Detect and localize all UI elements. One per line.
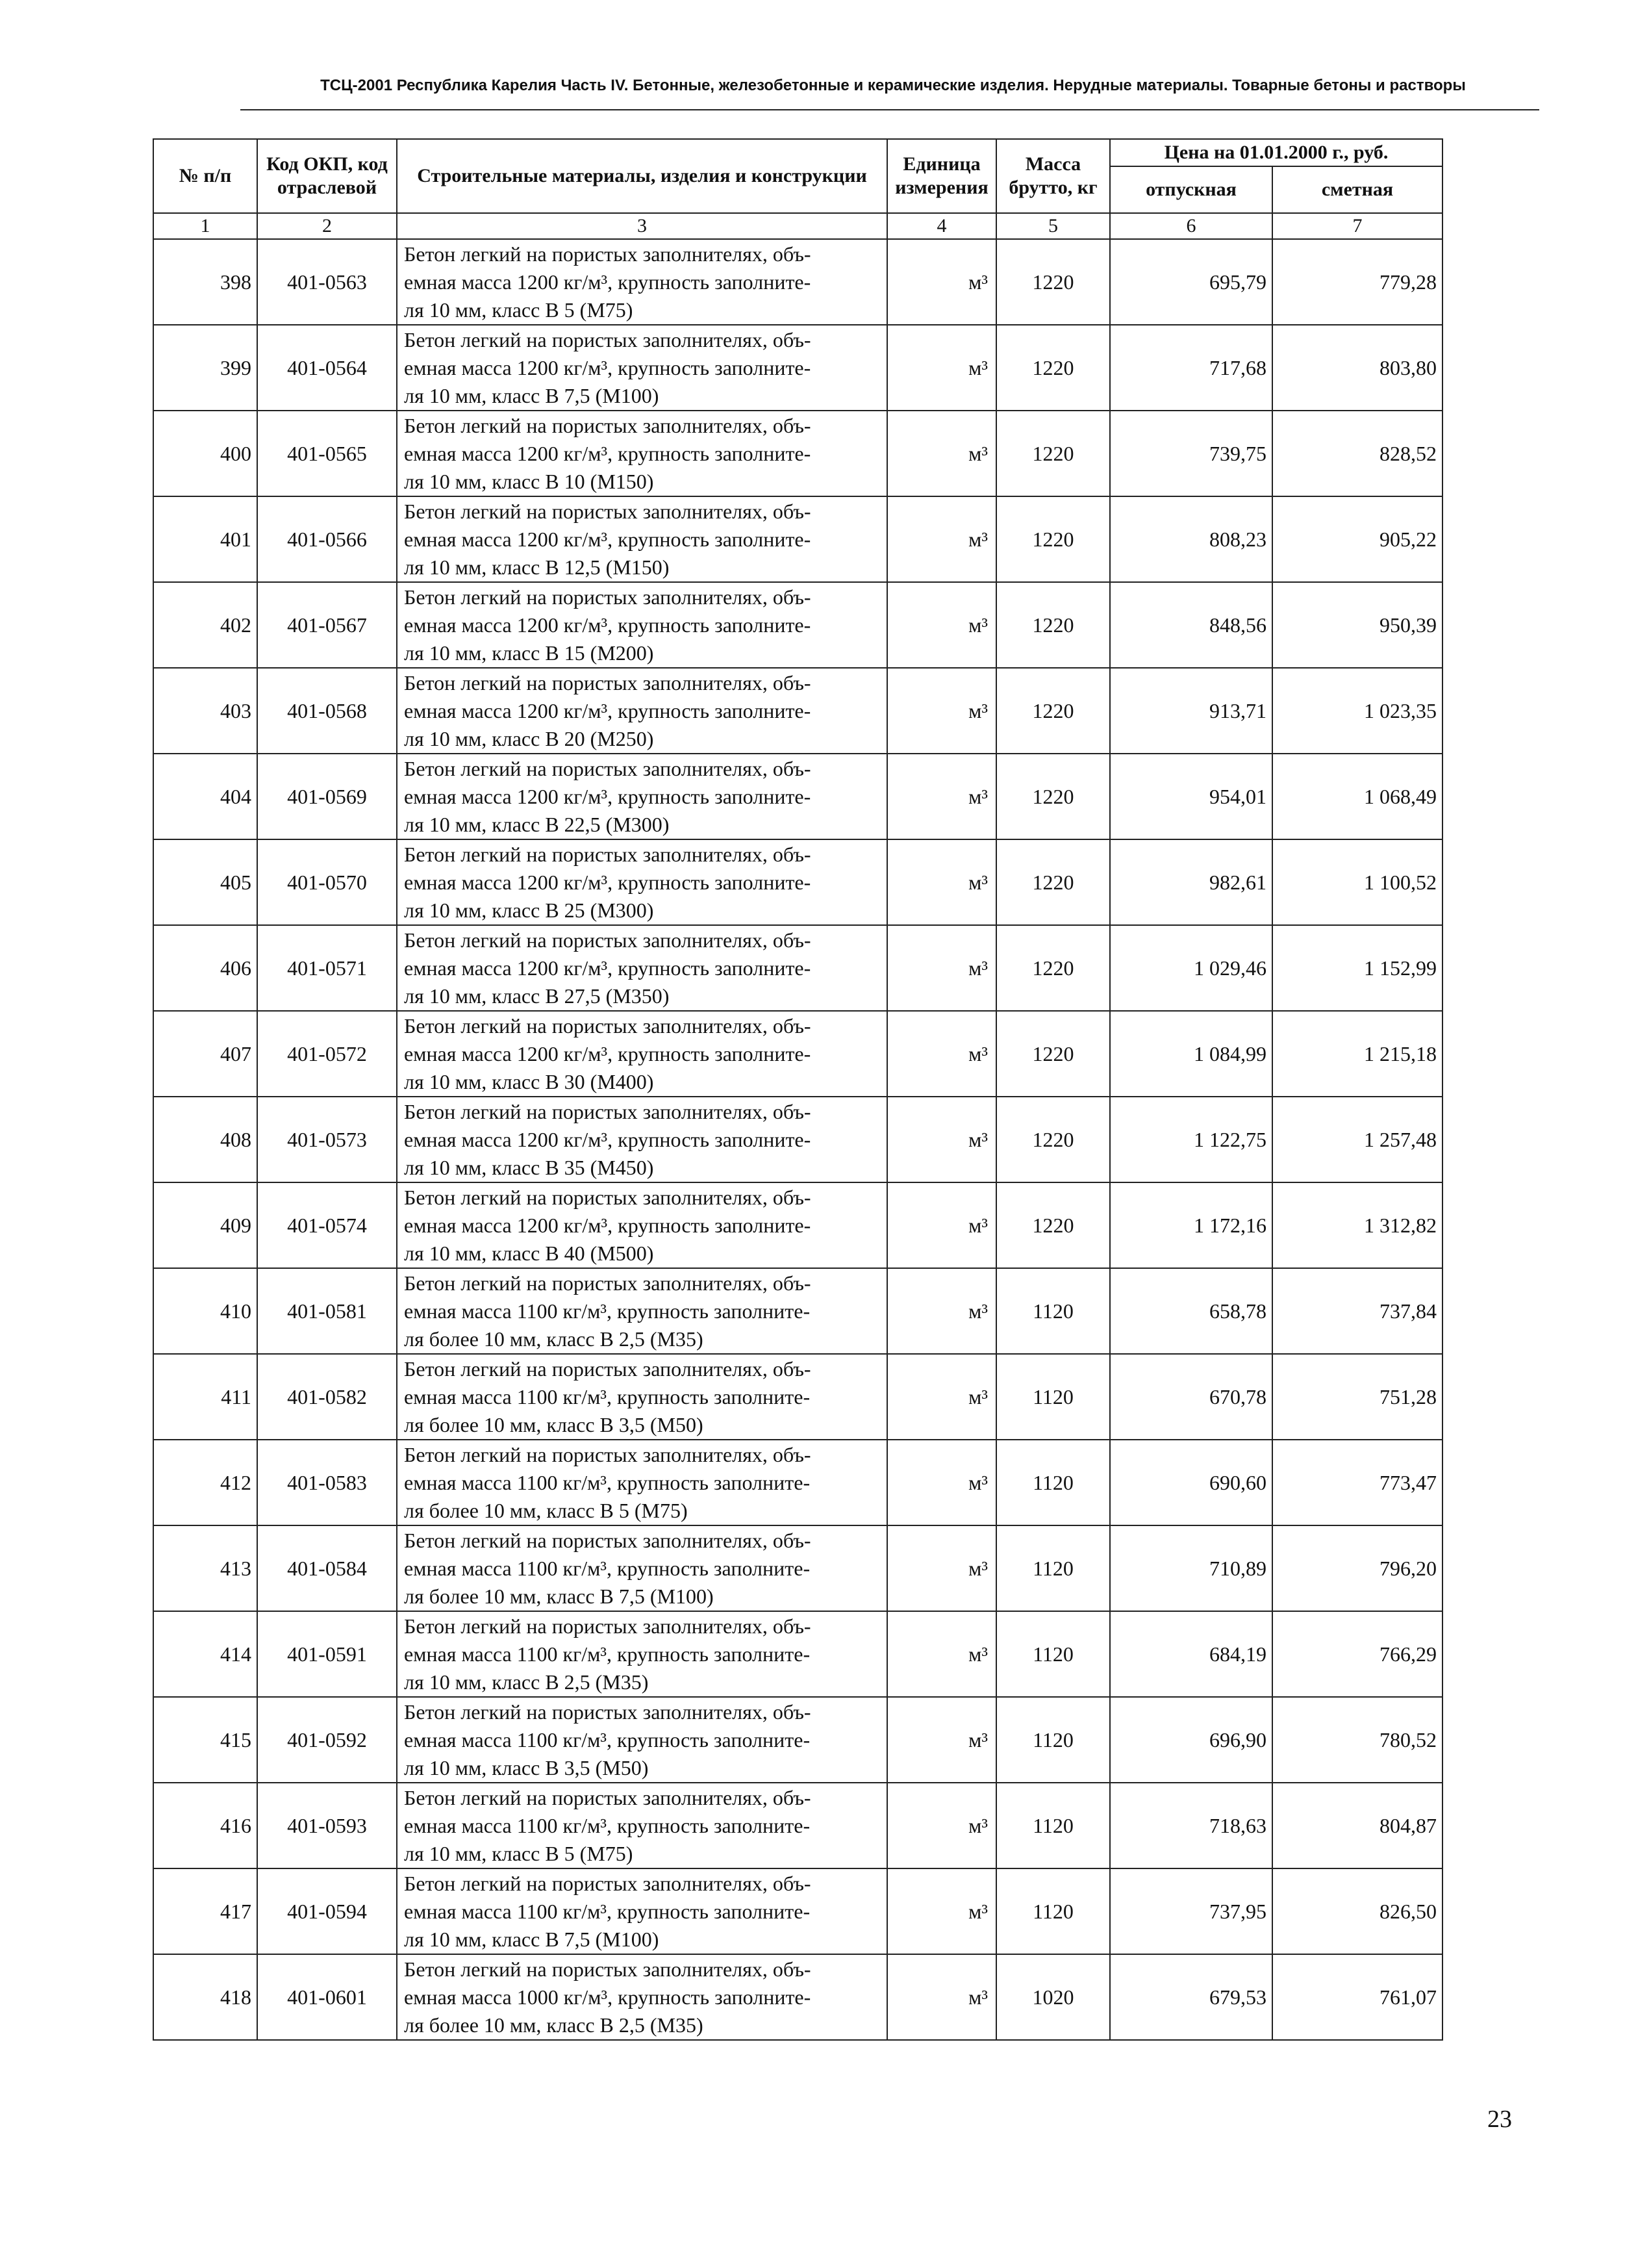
description-line: емная масса 1100 кг/м³, крупность заполните- <box>404 1299 811 1323</box>
row-number: 418 <box>153 1954 257 2040</box>
row-description <box>397 1268 887 1354</box>
row-mass: 1120 <box>996 1440 1110 1525</box>
table-row <box>153 1697 1442 1783</box>
row-mass: 1120 <box>996 1268 1110 1354</box>
row-number: 405 <box>153 839 257 925</box>
description-line: емная масса 1200 кг/м³, крупность заполните- <box>404 270 811 294</box>
row-price-release: 696,90 <box>1110 1697 1272 1783</box>
row-description <box>397 1868 887 1954</box>
row-mass: 1220 <box>996 325 1110 411</box>
row-mass: 1120 <box>996 1868 1110 1954</box>
row-price-release: 718,63 <box>1110 1783 1272 1868</box>
row-description <box>397 582 887 668</box>
row-mass: 1220 <box>996 1097 1110 1182</box>
row-number: 416 <box>153 1783 257 1868</box>
description-line: ля 10 мм, класс В 12,5 (М150) <box>404 555 670 579</box>
row-unit: м³ <box>887 239 996 325</box>
row-number: 412 <box>153 1440 257 1525</box>
row-unit: м³ <box>887 1440 996 1525</box>
description-line: ля 10 мм, класс В 30 (М400) <box>404 1069 654 1093</box>
row-price-release: 808,23 <box>1110 496 1272 582</box>
row-price-estimate: 1 257,48 <box>1272 1097 1442 1182</box>
row-price-estimate: 766,29 <box>1272 1611 1442 1697</box>
row-number: 414 <box>153 1611 257 1697</box>
column-number: 6 <box>1110 213 1272 239</box>
row-number: 411 <box>153 1354 257 1440</box>
row-price-estimate: 780,52 <box>1272 1697 1442 1783</box>
description-line: ля 10 мм, класс В 2,5 (М35) <box>404 1670 649 1694</box>
row-description <box>397 668 887 754</box>
row-unit: м³ <box>887 1011 996 1097</box>
description-line: емная масса 1100 кг/м³, крупность заполните- <box>404 1899 811 1923</box>
row-unit: м³ <box>887 668 996 754</box>
row-code: 401-0601 <box>257 1954 397 2040</box>
row-mass: 1220 <box>996 496 1110 582</box>
row-number: 410 <box>153 1268 257 1354</box>
row-number: 402 <box>153 582 257 668</box>
header-unit: Единица измерения <box>887 139 996 213</box>
row-code: 401-0572 <box>257 1011 397 1097</box>
row-mass: 1220 <box>996 239 1110 325</box>
description-line: емная масса 1200 кг/м³, крупность заполните- <box>404 613 811 637</box>
row-price-estimate: 796,20 <box>1272 1525 1442 1611</box>
description-line: Бетон легкий на пористых заполнителях, объ- <box>404 327 811 351</box>
row-price-release: 717,68 <box>1110 325 1272 411</box>
description-line: Бетон легкий на пористых заполнителях, объ- <box>404 1871 811 1895</box>
table-row <box>153 1868 1442 1954</box>
description-line: ля 10 мм, класс В 5 (М75) <box>404 1841 633 1865</box>
description-line: Бетон легкий на пористых заполнителях, объ- <box>404 842 811 866</box>
row-code: 401-0568 <box>257 668 397 754</box>
row-unit: м³ <box>887 925 996 1011</box>
row-price-release: 913,71 <box>1110 668 1272 754</box>
row-unit: м³ <box>887 754 996 839</box>
table-row <box>153 325 1442 411</box>
header-num: № п/п <box>153 139 257 213</box>
description-line: емная масса 1100 кг/м³, крупность заполните- <box>404 1556 811 1580</box>
description-line: ля 10 мм, класс В 20 (М250) <box>404 726 654 750</box>
row-price-release: 1 084,99 <box>1110 1011 1272 1097</box>
row-mass: 1220 <box>996 839 1110 925</box>
row-price-release: 954,01 <box>1110 754 1272 839</box>
description-line: емная масса 1100 кг/м³, крупность заполните- <box>404 1642 811 1666</box>
row-unit: м³ <box>887 1954 996 2040</box>
row-code: 401-0569 <box>257 754 397 839</box>
row-mass: 1120 <box>996 1354 1110 1440</box>
table-row <box>153 1611 1442 1697</box>
description-line: Бетон легкий на пористых заполнителях, объ- <box>404 242 811 266</box>
description-line: ля 10 мм, класс В 15 (М200) <box>404 641 654 665</box>
table-row <box>153 1182 1442 1268</box>
table-row <box>153 496 1442 582</box>
table-row <box>153 1440 1442 1525</box>
column-number: 4 <box>887 213 996 239</box>
page-number: 23 <box>1487 2106 1512 2133</box>
row-price-estimate: 773,47 <box>1272 1440 1442 1525</box>
row-number: 398 <box>153 239 257 325</box>
description-line: Бетон легкий на пористых заполнителях, объ- <box>404 756 811 780</box>
description-line: емная масса 1200 кг/м³, крупность заполните- <box>404 870 811 894</box>
row-number: 409 <box>153 1182 257 1268</box>
description-line: Бетон легкий на пористых заполнителях, объ- <box>404 1013 811 1038</box>
description-line: ля 10 мм, класс В 35 (М450) <box>404 1155 654 1179</box>
row-code: 401-0567 <box>257 582 397 668</box>
column-number: 1 <box>153 213 257 239</box>
description-line: емная масса 1200 кг/м³, крупность заполните- <box>404 956 811 980</box>
column-number: 3 <box>397 213 887 239</box>
column-number: 2 <box>257 213 397 239</box>
row-price-release: 679,53 <box>1110 1954 1272 2040</box>
table-row <box>153 239 1442 325</box>
row-mass: 1220 <box>996 1011 1110 1097</box>
row-description <box>397 1697 887 1783</box>
row-number: 408 <box>153 1097 257 1182</box>
description-line: ля 10 мм, класс В 22,5 (М300) <box>404 812 670 836</box>
row-price-release: 710,89 <box>1110 1525 1272 1611</box>
description-line: ля 10 мм, класс В 7,5 (М100) <box>404 383 659 407</box>
row-price-estimate: 803,80 <box>1272 325 1442 411</box>
row-mass: 1020 <box>996 1954 1110 2040</box>
description-line: емная масса 1200 кг/м³, крупность заполните- <box>404 355 811 379</box>
description-line: Бетон легкий на пористых заполнителях, объ- <box>404 1957 811 1981</box>
table-row <box>153 582 1442 668</box>
row-price-release: 670,78 <box>1110 1354 1272 1440</box>
description-line: емная масса 1100 кг/м³, крупность заполните- <box>404 1813 811 1837</box>
row-price-release: 695,79 <box>1110 239 1272 325</box>
row-unit: м³ <box>887 325 996 411</box>
description-line: Бетон легкий на пористых заполнителях, объ- <box>404 1442 811 1466</box>
row-description <box>397 411 887 496</box>
row-description <box>397 1954 887 2040</box>
description-line: Бетон легкий на пористых заполнителях, объ- <box>404 1528 811 1552</box>
row-unit: м³ <box>887 411 996 496</box>
row-code: 401-0563 <box>257 239 397 325</box>
page-header: ТСЦ-2001 Республика Карелия Часть IV. Бетонные, железобетонные и керамические изделия. Нерудные материалы. Товарные бетоны и растворы <box>320 77 1466 94</box>
row-unit: м³ <box>887 496 996 582</box>
description-line: ля 10 мм, класс В 40 (М500) <box>404 1241 654 1265</box>
price-table <box>153 138 1443 2041</box>
row-description <box>397 1783 887 1868</box>
row-price-release: 1 029,46 <box>1110 925 1272 1011</box>
row-mass: 1220 <box>996 411 1110 496</box>
row-description <box>397 1354 887 1440</box>
row-mass: 1220 <box>996 754 1110 839</box>
description-line: ля 10 мм, класс В 25 (М300) <box>404 898 654 922</box>
row-number: 404 <box>153 754 257 839</box>
row-code: 401-0573 <box>257 1097 397 1182</box>
row-mass: 1120 <box>996 1783 1110 1868</box>
description-line: емная масса 1200 кг/м³, крупность заполните- <box>404 1127 811 1151</box>
header-price-group: Цена на 01.01.2000 г., руб. <box>1110 139 1442 166</box>
row-unit: м³ <box>887 582 996 668</box>
row-number: 413 <box>153 1525 257 1611</box>
description-line: емная масса 1200 кг/м³, крупность заполните- <box>404 527 811 551</box>
column-number: 5 <box>996 213 1110 239</box>
table-row <box>153 1783 1442 1868</box>
row-price-estimate: 950,39 <box>1272 582 1442 668</box>
row-number: 407 <box>153 1011 257 1097</box>
description-line: Бетон легкий на пористых заполнителях, объ- <box>404 1357 811 1381</box>
row-price-release: 690,60 <box>1110 1440 1272 1525</box>
description-line: емная масса 1000 кг/м³, крупность заполните- <box>404 1985 811 2009</box>
row-number: 406 <box>153 925 257 1011</box>
description-line: Бетон легкий на пористых заполнителях, объ- <box>404 928 811 952</box>
row-description <box>397 1097 887 1182</box>
row-description <box>397 925 887 1011</box>
row-price-estimate: 737,84 <box>1272 1268 1442 1354</box>
row-price-estimate: 828,52 <box>1272 411 1442 496</box>
row-price-estimate: 1 215,18 <box>1272 1011 1442 1097</box>
description-line: Бетон легкий на пористых заполнителях, объ- <box>404 499 811 523</box>
header-price-release: отпускная <box>1110 166 1272 213</box>
row-code: 401-0574 <box>257 1182 397 1268</box>
row-price-estimate: 1 152,99 <box>1272 925 1442 1011</box>
row-description <box>397 1611 887 1697</box>
row-mass: 1120 <box>996 1525 1110 1611</box>
table-row <box>153 1525 1442 1611</box>
row-code: 401-0592 <box>257 1697 397 1783</box>
description-line: емная масса 1200 кг/м³, крупность заполните- <box>404 1213 811 1237</box>
row-number: 400 <box>153 411 257 496</box>
row-unit: м³ <box>887 1611 996 1697</box>
description-line: емная масса 1100 кг/м³, крупность заполните- <box>404 1470 811 1494</box>
row-unit: м³ <box>887 1268 996 1354</box>
row-code: 401-0570 <box>257 839 397 925</box>
row-unit: м³ <box>887 1097 996 1182</box>
column-number: 7 <box>1272 213 1442 239</box>
table-row <box>153 1268 1442 1354</box>
table-row <box>153 411 1442 496</box>
row-price-release: 658,78 <box>1110 1268 1272 1354</box>
row-description <box>397 1440 887 1525</box>
table-row <box>153 1097 1442 1182</box>
row-mass: 1220 <box>996 668 1110 754</box>
description-line: емная масса 1200 кг/м³, крупность заполните- <box>404 441 811 465</box>
row-description <box>397 325 887 411</box>
table-row <box>153 754 1442 839</box>
description-line: Бетон легкий на пористых заполнителях, объ- <box>404 1700 811 1724</box>
row-description <box>397 1011 887 1097</box>
description-line: ля 10 мм, класс В 5 (М75) <box>404 298 633 322</box>
row-price-estimate: 1 068,49 <box>1272 754 1442 839</box>
description-line: Бетон легкий на пористых заполнителях, объ- <box>404 413 811 437</box>
description-line: Бетон легкий на пористых заполнителях, объ- <box>404 1185 811 1209</box>
row-unit: м³ <box>887 1697 996 1783</box>
row-mass: 1120 <box>996 1611 1110 1697</box>
row-description <box>397 1525 887 1611</box>
row-price-estimate: 779,28 <box>1272 239 1442 325</box>
table-row <box>153 1954 1442 2040</box>
description-line: ля более 10 мм, класс В 7,5 (М100) <box>404 1584 714 1608</box>
row-number: 403 <box>153 668 257 754</box>
description-line: емная масса 1100 кг/м³, крупность заполните- <box>404 1727 811 1752</box>
row-code: 401-0591 <box>257 1611 397 1697</box>
row-price-estimate: 804,87 <box>1272 1783 1442 1868</box>
row-unit: м³ <box>887 1868 996 1954</box>
row-price-release: 684,19 <box>1110 1611 1272 1697</box>
description-line: ля более 10 мм, класс В 3,5 (М50) <box>404 1412 703 1436</box>
description-line: Бетон легкий на пористых заполнителях, объ- <box>404 1271 811 1295</box>
header-divider <box>240 109 1539 110</box>
description-line: Бетон легкий на пористых заполнителях, объ- <box>404 670 811 694</box>
row-price-estimate: 1 312,82 <box>1272 1182 1442 1268</box>
row-price-estimate: 761,07 <box>1272 1954 1442 2040</box>
row-code: 401-0593 <box>257 1783 397 1868</box>
description-line: ля 10 мм, класс В 27,5 (М350) <box>404 984 670 1008</box>
row-price-release: 982,61 <box>1110 839 1272 925</box>
row-description <box>397 496 887 582</box>
row-unit: м³ <box>887 1354 996 1440</box>
row-price-estimate: 1 100,52 <box>1272 839 1442 925</box>
header-code: Код ОКП, код отраслевой <box>257 139 397 213</box>
description-line: ля 10 мм, класс В 3,5 (М50) <box>404 1755 649 1779</box>
row-price-release: 737,95 <box>1110 1868 1272 1954</box>
description-line: ля более 10 мм, класс В 2,5 (М35) <box>404 1327 703 1351</box>
table-row <box>153 925 1442 1011</box>
table-row <box>153 839 1442 925</box>
description-line: ля 10 мм, класс В 7,5 (М100) <box>404 1927 659 1951</box>
row-price-release: 848,56 <box>1110 582 1272 668</box>
description-line: емная масса 1200 кг/м³, крупность заполните- <box>404 1041 811 1065</box>
row-price-release: 1 122,75 <box>1110 1097 1272 1182</box>
table-row <box>153 1354 1442 1440</box>
row-number: 401 <box>153 496 257 582</box>
row-price-estimate: 826,50 <box>1272 1868 1442 1954</box>
row-code: 401-0584 <box>257 1525 397 1611</box>
row-code: 401-0594 <box>257 1868 397 1954</box>
row-code: 401-0566 <box>257 496 397 582</box>
description-line: Бетон легкий на пористых заполнителях, объ- <box>404 585 811 609</box>
row-unit: м³ <box>887 1783 996 1868</box>
description-line: ля 10 мм, класс В 10 (М150) <box>404 469 654 493</box>
row-number: 417 <box>153 1868 257 1954</box>
description-line: емная масса 1200 кг/м³, крупность заполните- <box>404 698 811 722</box>
row-code: 401-0565 <box>257 411 397 496</box>
row-mass: 1120 <box>996 1697 1110 1783</box>
row-price-estimate: 905,22 <box>1272 496 1442 582</box>
row-description <box>397 839 887 925</box>
row-unit: м³ <box>887 839 996 925</box>
description-line: Бетон легкий на пористых заполнителях, объ- <box>404 1614 811 1638</box>
row-mass: 1220 <box>996 1182 1110 1268</box>
description-line: ля более 10 мм, класс В 2,5 (М35) <box>404 2013 703 2037</box>
header-price-estimate: сметная <box>1272 166 1442 213</box>
table-row <box>153 668 1442 754</box>
row-price-estimate: 1 023,35 <box>1272 668 1442 754</box>
header-mass: Масса брутто, кг <box>996 139 1110 213</box>
row-mass: 1220 <box>996 582 1110 668</box>
row-code: 401-0583 <box>257 1440 397 1525</box>
description-line: емная масса 1100 кг/м³, крупность заполните- <box>404 1384 811 1408</box>
description-line: Бетон легкий на пористых заполнителях, объ- <box>404 1785 811 1809</box>
row-code: 401-0564 <box>257 325 397 411</box>
row-description <box>397 754 887 839</box>
row-description <box>397 239 887 325</box>
row-unit: м³ <box>887 1182 996 1268</box>
description-line: Бетон легкий на пористых заполнителях, объ- <box>404 1099 811 1123</box>
row-number: 415 <box>153 1697 257 1783</box>
row-code: 401-0581 <box>257 1268 397 1354</box>
description-line: емная масса 1200 кг/м³, крупность заполните- <box>404 784 811 808</box>
row-code: 401-0582 <box>257 1354 397 1440</box>
row-price-release: 1 172,16 <box>1110 1182 1272 1268</box>
row-price-estimate: 751,28 <box>1272 1354 1442 1440</box>
row-unit: м³ <box>887 1525 996 1611</box>
row-code: 401-0571 <box>257 925 397 1011</box>
row-description <box>397 1182 887 1268</box>
header-material: Строительные материалы, изделия и конструкции <box>397 139 887 213</box>
description-line: ля более 10 мм, класс В 5 (М75) <box>404 1498 688 1522</box>
row-mass: 1220 <box>996 925 1110 1011</box>
table-row <box>153 1011 1442 1097</box>
row-number: 399 <box>153 325 257 411</box>
row-price-release: 739,75 <box>1110 411 1272 496</box>
